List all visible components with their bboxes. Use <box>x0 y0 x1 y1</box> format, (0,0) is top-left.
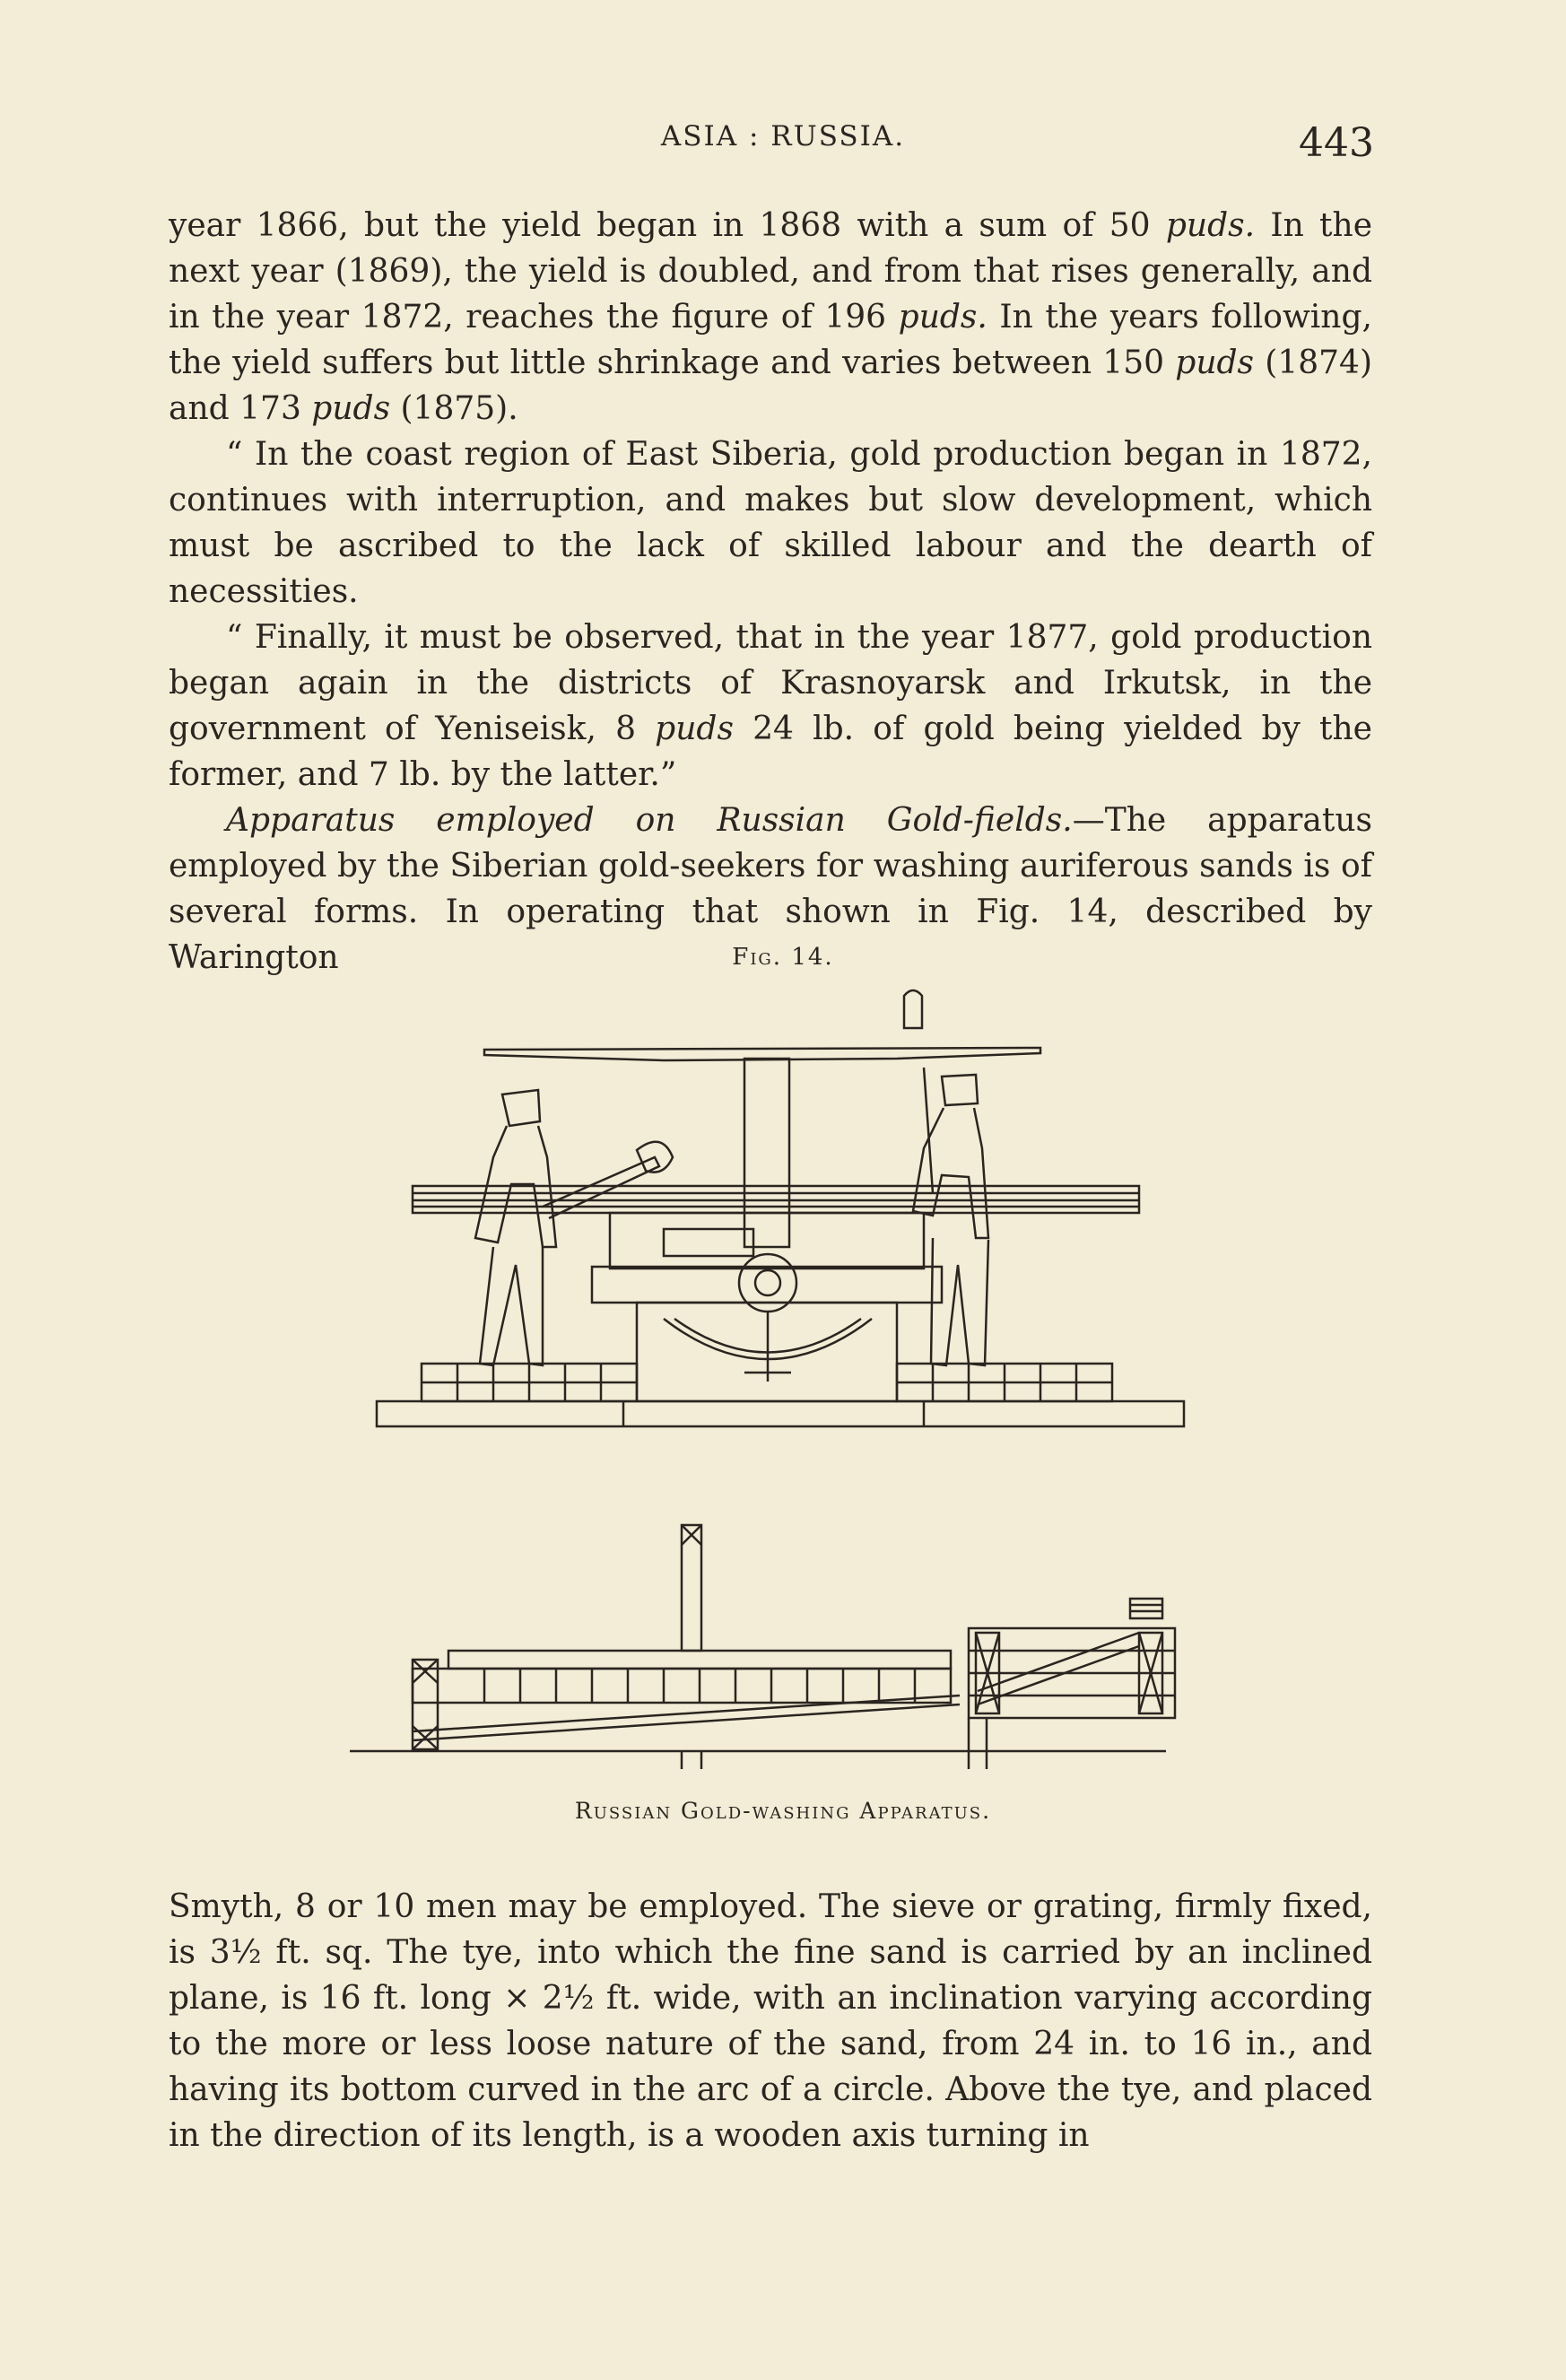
italic-text: puds <box>311 390 391 427</box>
italic-text: puds <box>655 711 734 747</box>
text-run: —The apparatus employed by the Siberian gold-seekers for washing auriferous sands is of several forms. In operating that shown in Fig. 14, described by Warington <box>169 802 1372 976</box>
italic-text: puds. <box>1165 207 1256 244</box>
italic-text: puds <box>1175 344 1255 381</box>
text-run: “ Finally, it must be observed, that in the year 1877, gold production began again in the districts of Krasnoyarsk and Irkutsk, in the government of Yeniseisk, 8 <box>169 619 1372 747</box>
text-run: Smyth, 8 or 10 men may be employed. The sieve or grating, firmly fixed, is 3½ ft. sq. The tye, into which the fine sand is carried by an inclined plane, is 16 ft. long × 2½ ft. wide, with an inclination varying according to the more or less loose nature of the sand, from 24 in. to 16 in., and having its bottom curved in the arc of a circle. Above the tye, and placed in the direction of its length, is a wooden axis turning in <box>169 1888 1372 2154</box>
body-text-bottom <box>169 1884 1372 2158</box>
text-run: 24 lb. of gold being yielded by the former, and 7 lb. by the latter.” <box>169 711 1372 793</box>
page-number: 443 <box>1299 120 1374 166</box>
italic-text: Apparatus employed on Russian Gold-fields. <box>226 802 1073 839</box>
paragraph <box>169 1884 1372 2158</box>
text-run: “ In the coast region of East Siberia, gold production began in 1872, continues with interruption, and makes but slow development, which must be ascribed to the lack of skilled labour and the dearth of necessities. <box>169 436 1372 610</box>
running-head: ASIA : RUSSIA. <box>660 120 906 153</box>
paragraph <box>169 615 1372 798</box>
body-text-top <box>169 203 1372 981</box>
text-run: year 1866, but the yield began in 1868 with a sum of 50 <box>169 207 1166 244</box>
paragraph <box>169 203 1372 432</box>
figure-caption: Russian Gold-washing Apparatus. <box>574 1798 992 1824</box>
left-worker-figure <box>475 1090 673 1365</box>
text-run: In the years following, the yield suffers but little shrinkage and varies between 150 <box>169 299 1372 381</box>
italic-text: puds. <box>898 299 987 336</box>
figure-plan-drawing <box>350 1516 1202 1776</box>
paragraph <box>169 432 1372 615</box>
text-run: In the next year (1869), the yield is doubled, and from that rises generally, and in the year 1872, reaches the figure of 196 <box>169 207 1372 336</box>
text-run: (1875). <box>390 390 518 427</box>
figure-elevation-drawing <box>350 978 1202 1480</box>
text-run: (1874) and 173 <box>169 344 1372 427</box>
figure-label: Fig. 14. <box>732 944 834 971</box>
